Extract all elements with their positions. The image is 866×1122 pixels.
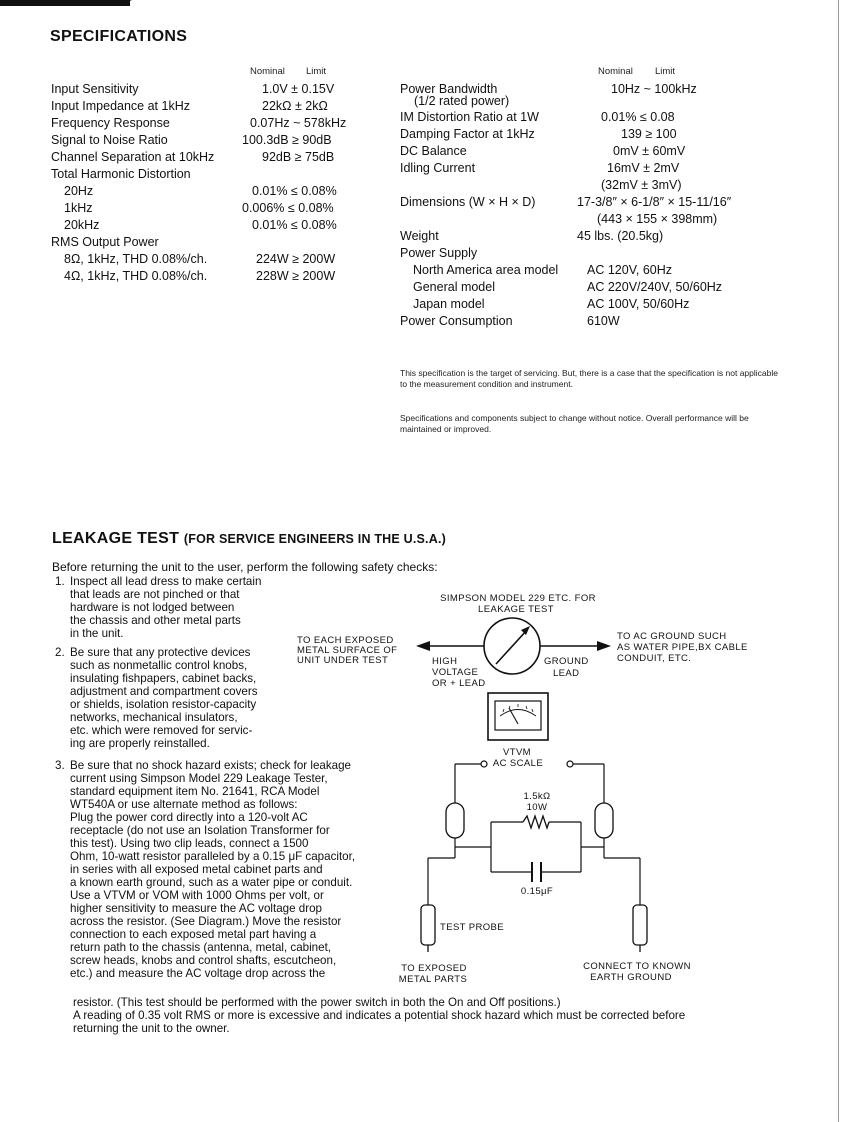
step-line: Inspect all lead dress to make certain (70, 575, 262, 588)
step-line: networks, mechanical insulators, (70, 711, 238, 724)
exposed-parts-label-2: METAL PARTS (398, 974, 468, 985)
spec-value: 17-3/8″ × 6-1/8″ × 15-11/16″ (577, 195, 732, 209)
step-line: in the unit. (70, 627, 124, 640)
spec-label: Dimensions (W × H × D) (400, 195, 536, 209)
spec-label: 20Hz (64, 184, 94, 198)
spec-label: Frequency Response (51, 116, 170, 130)
spec-label: 20kHz (64, 218, 100, 232)
specifications-title: SPECIFICATIONS (50, 28, 188, 45)
spec-label: 4Ω, 1kHz, THD 0.08%/ch. (64, 269, 208, 283)
step-line: connection to each exposed metal part having a (70, 928, 317, 941)
step-line: etc.) and measure the AC voltage drop across the (70, 967, 326, 980)
vtvm-label: VTVM (503, 747, 531, 758)
spec-value: 0.01% ≤ 0.08% (252, 184, 337, 198)
left-nominal-header: Nominal (250, 66, 285, 77)
ground-lead-label-2: LEAD (553, 668, 580, 679)
step-line: the chassis and other metal parts (70, 614, 241, 627)
step-line: Be sure that no shock hazard exists; check for leakage (70, 759, 351, 772)
spec-label: Power Bandwidth (400, 82, 498, 96)
spec-label: Japan model (413, 297, 485, 311)
spec-value: 0mV ± 60mV (613, 144, 686, 158)
spec-value: AC 100V, 50/60Hz (587, 297, 690, 311)
ac-ground-label-3: CONDUIT, ETC. (617, 653, 692, 664)
test-probe-icon (421, 905, 435, 952)
spec-label: (1/2 rated power) (414, 94, 510, 108)
step-line: insulating fishpapers, cabinet backs, (70, 672, 257, 685)
right-clip-icon (595, 803, 613, 838)
spec-label: Power Consumption (400, 314, 513, 328)
high-voltage-label-2: VOLTAGE (432, 667, 479, 678)
spec-label: Power Supply (400, 246, 478, 260)
resistor-icon (523, 816, 549, 828)
step-number: 2. (55, 646, 65, 659)
spec-label: Idling Current (400, 161, 476, 175)
step-line: receptacle (do not use an Isolation Transformer for (70, 824, 330, 837)
spec-label: Damping Factor at 1kHz (400, 127, 535, 141)
simpson-label-1: SIMPSON MODEL 229 ETC. FOR (440, 593, 596, 604)
spec-label: Total Harmonic Distortion (51, 167, 191, 181)
step-line: Be sure that any protective devices (70, 646, 251, 659)
resistor-rating-label: 10W (526, 802, 548, 813)
spec-label: Input Sensitivity (51, 82, 139, 96)
spec-value: AC 120V, 60Hz (587, 263, 673, 277)
step-line: hardware is not lodged between (70, 601, 235, 614)
right-arrow-icon (540, 641, 611, 651)
servicing-note: This specification is the target of servicing. But, there is a case that the specification is not applicable to the measurement condition and instrument. (400, 368, 778, 389)
ground-lead-label-1: GROUND (544, 656, 589, 667)
spec-label: Input Impedance at 1kHz (51, 99, 190, 113)
spec-value: (443 × 155 × 398mm) (597, 212, 718, 226)
step-line: return path to the chassis (antenna, metal, cabinet, (70, 941, 332, 954)
leakage-intro: Before returning the unit to the user, perform the following safety checks: (52, 560, 438, 574)
step-line: standard equipment item No. 21641, RCA Model (70, 785, 320, 798)
ac-ground-label-2: AS WATER PIPE,BX CABLE (617, 642, 748, 653)
earth-ground-label-2: EARTH GROUND (590, 972, 672, 983)
spec-value: 16mV ± 2mV (607, 161, 680, 175)
exposed-surface-label-1: TO EACH EXPOSED (297, 635, 394, 646)
simpson-label-2: LEAKAGE TEST (478, 604, 554, 615)
leakage-title-main: LEAKAGE TEST (52, 530, 180, 547)
spec-label: Signal to Noise Ratio (51, 133, 168, 147)
capacitor-value-label: 0.15μF (520, 886, 554, 897)
leakage-subtitle: (FOR SERVICE ENGINEERS IN THE U.S.A.) (183, 532, 446, 546)
step-line: across the resistor. (See Diagram.) Move the resistor (70, 915, 342, 928)
step-line: Ohm, 10-watt resistor paralleled by a 0.15 μF capacitor, (70, 850, 356, 863)
earth-ground-label-1: CONNECT TO KNOWN (583, 961, 691, 972)
step-line: that leads are not pinched or that (70, 588, 240, 601)
spec-label: 8Ω, 1kHz, THD 0.08%/ch. (64, 252, 208, 266)
spec-label: RMS Output Power (51, 235, 159, 249)
step-line: Plug the power cord directly into a 120-volt AC (70, 811, 308, 824)
step-line: or shields, isolation resistor-capacity (70, 698, 257, 711)
exposed-surface-label-2: METAL SURFACE OF (297, 645, 398, 656)
left-arrow-icon (416, 641, 484, 651)
step-line: Use a VTVM or VOM with 1000 Ohms per volt, or (70, 889, 324, 902)
spec-label: IM Distortion Ratio at 1W (400, 110, 539, 124)
closing-line: returning the unit to the owner. (73, 1022, 230, 1035)
spec-value: 0.01% ≤ 0.08% (252, 218, 337, 232)
step-number: 3. (55, 759, 65, 772)
ac-scale-text: AC SCALE (492, 758, 544, 769)
spec-value: AC 220V/240V, 50/60Hz (587, 280, 723, 294)
spec-value: 45 lbs. (20.5kg) (577, 229, 664, 243)
step-number: 1. (55, 575, 65, 588)
spec-label: DC Balance (400, 144, 467, 158)
step-line: adjustment and compartment covers (70, 685, 258, 698)
step-line: WT540A or use alternate method as follows: (70, 798, 298, 811)
closing-line: A reading of 0.35 volt RMS or more is excessive and indicates a potential shock hazard which must be corrected before (73, 1009, 686, 1022)
exposed-parts-label-1: TO EXPOSED (401, 963, 467, 974)
ac-ground-label-1: TO AC GROUND SUCH (617, 631, 727, 642)
change-notice: Specifications and components subject to change without notice. Overall performance will be maintained or improved. (400, 413, 749, 434)
spec-value: 139 ≥ 100 (621, 127, 677, 141)
step-line: in series with all exposed metal cabinet parts and (70, 863, 323, 876)
spec-label: 1kHz (64, 201, 93, 215)
right-nominal-header: Nominal (598, 66, 633, 77)
step-line: screw heads, knobs and control shafts, escutcheon, (70, 954, 337, 967)
resistor-value-label: 1.5kΩ (523, 791, 551, 802)
spec-value: 10Hz ~ 100kHz (611, 82, 697, 96)
capacitor-icon (532, 862, 541, 882)
step-line: ing are properly reinstalled. (70, 737, 210, 750)
high-voltage-label-3: OR + LEAD (432, 678, 486, 689)
spec-value: 1.0V ± 0.15V (262, 82, 335, 96)
step-line: etc. which were removed for servic- (70, 724, 253, 737)
step-line: such as nonmetallic control knobs, (70, 659, 248, 672)
right-limit-header: Limit (655, 66, 676, 77)
test-probe-label: TEST PROBE (440, 922, 505, 933)
spec-value: 0.01% ≤ 0.08 (601, 110, 675, 124)
closing-line: resistor. (This test should be performed with the power switch in both the On and Off positions.) (73, 996, 561, 1009)
spec-value: 228W ≥ 200W (256, 269, 336, 283)
step-line: current using Simpson Model 229 Leakage Tester, (70, 772, 328, 785)
spec-value: (32mV ± 3mV) (601, 178, 682, 192)
spec-value: 0.07Hz ~ 578kHz (250, 116, 347, 130)
spec-value: 100.3dB ≥ 90dB (242, 133, 332, 147)
spec-label: General model (413, 280, 495, 294)
left-limit-header: Limit (306, 66, 327, 77)
spec-value: 22kΩ ± 2kΩ (262, 99, 328, 113)
left-clip-icon (446, 803, 464, 838)
spec-label: Weight (400, 229, 439, 243)
step-line: this test). Using two clip leads, connect a 1500 (70, 837, 309, 850)
earth-probe-icon (633, 905, 647, 952)
high-voltage-label-1: HIGH (432, 656, 458, 667)
leakage-meter-icon (484, 618, 540, 674)
exposed-surface-label-3: UNIT UNDER TEST (297, 655, 389, 666)
step-line: higher sensitivity to measure the AC voltage drop (70, 902, 322, 915)
circuit-wiring (428, 761, 640, 905)
spec-value: 610W (587, 314, 620, 328)
spec-label: Channel Separation at 10kHz (51, 150, 215, 164)
spec-value: 0.006% ≤ 0.08% (242, 201, 334, 215)
step-line: a known earth ground, such as a water pipe or conduit. (70, 876, 353, 889)
spec-value: 92dB ≥ 75dB (262, 150, 335, 164)
spec-value: 224W ≥ 200W (256, 252, 336, 266)
vtvm-meter-icon (488, 693, 548, 740)
spec-label: North America area model (413, 263, 559, 277)
